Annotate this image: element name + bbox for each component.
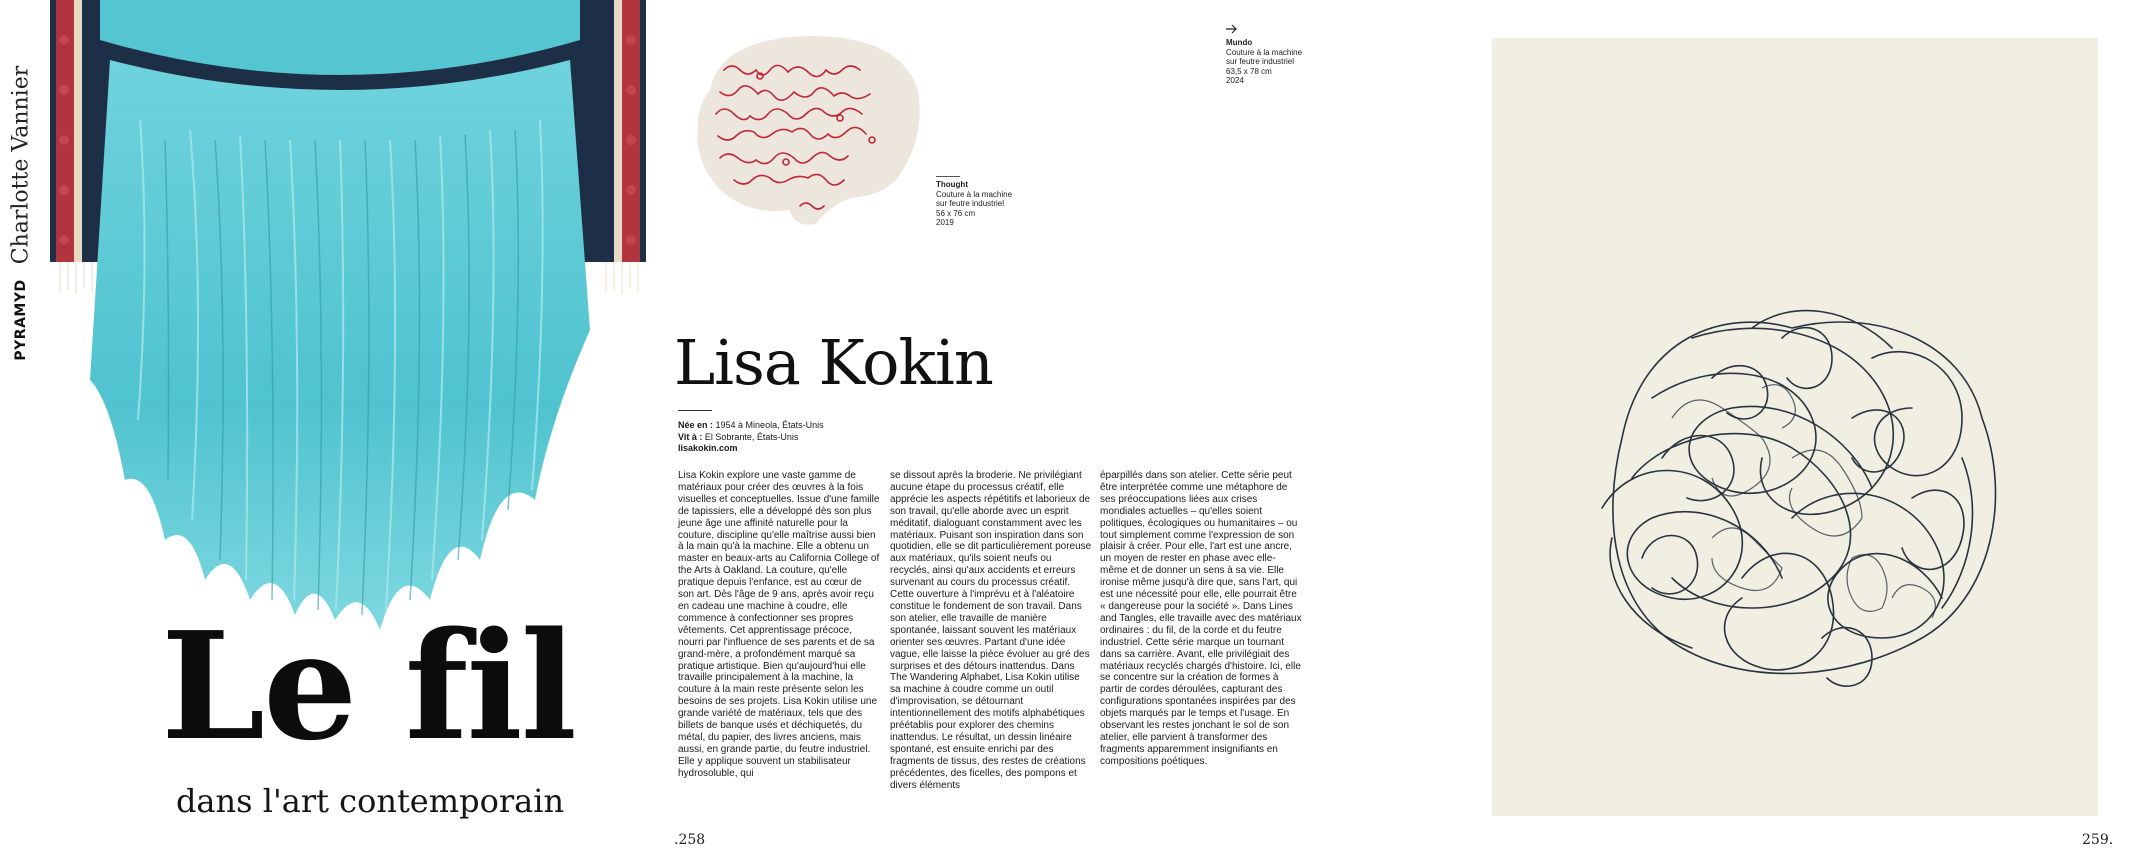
thought-artwork — [690, 30, 926, 230]
lives-line — [678, 432, 824, 444]
publisher-logo-text: PYRAMYD — [13, 279, 29, 361]
mundo-artwork — [1492, 38, 2098, 816]
thought-caption-rule — [936, 176, 960, 177]
mundo-medium-1: Couture à la machine — [1226, 47, 1303, 57]
born-label: Née en : — [678, 420, 714, 430]
born-value: 1954 à Mineola, États-Unis — [715, 420, 824, 430]
artist-bio — [678, 420, 824, 455]
mundo-caption — [1226, 38, 1302, 86]
mundo-dimensions: 63,5 x 78 cm — [1226, 66, 1272, 76]
mundo-year: 2024 — [1226, 76, 1244, 85]
author-name-text: Charlotte Vannier — [8, 65, 34, 265]
thought-dimensions: 56 x 76 cm — [936, 208, 976, 218]
website-link[interactable]: lisakokin.com — [678, 443, 738, 453]
text-column-3 — [1100, 470, 1302, 768]
text-column-1-body: Lisa Kokin explore une vaste gamme de matériaux pour créer des œuvres à la fois visuelles et conceptuelles. Issue d'une famille de tapissiers, elle a développé dès son plus jeune âge une affinité naturelle pour la couture, discipline qu'elle maîtrise aussi bien à la main qu'à la machine. Elle a obtenu un master en beaux-arts au California College of the Arts à Oakland. La couture, qu'elle pratique depuis l'enfance, est au cœur de son art. Dès l'âge de 9 ans, après avoir reçu en cadeau une machine à coudre, elle commence à confectionner ses propres vêtements. Cet apprentissage précoce, nourri par l'influence de ses parents et de sa grand-mère, a profondément marqué sa pratique artistique. Bien qu'aujourd'hui elle travaille principalement à la machine, la couture à la main reste présente selon les besoins de ses projets. Lisa Kokin utilise une grande variété de matériaux, tels que des billets de banque usés et déchiquetés, du métal, du papier, des livres anciens, mais aussi, en grande partie, du feutre industriel. Elle y applique souvent un stabilisateur hydrosoluble, qui — [678, 470, 880, 779]
text-column-1 — [678, 470, 880, 780]
text-column-2-body: se dissout après la broderie. Ne privilégiant aucune étape du processus créatif, elle apprécie les aspects répétitifs et laborieux de son travail, qu'elle aborde avec un esprit méditatif, dialoguant constamment avec les matériaux. Puisant son inspiration dans son quotidien, elle se dit particulièrement poreuse aux matériaux, qu'ils soient neufs ou recyclés, ainsi qu'aux accidents et erreurs survenant au cours du processus créatif. Cette ouverture à l'imprévu et à l'aléatoire constitue le fondement de son travail. Dans son atelier, elle travaille de manière spontanée, laissant souvent les matériaux orienter ses œuvres. Partant d'une idée vague, elle laisse la pièce évoluer au gré des surprises et des détours inattendus. Dans The Wandering Alphabet, Lisa Kokin utilise sa machine à coudre comme un outil d'improvisation, se détournant intentionnellement des motifs alphabétiques préétablis pour explorer des chemins inattendus. Le résultat, un dessin linéaire spontané, est ensuite enrichi par des fragments de tissus, des restes de créations précédentes, des ficelles, des pompons et divers éléments — [890, 470, 1092, 791]
fringe-artwork — [80, 0, 600, 640]
thought-year: 2019 — [936, 218, 954, 227]
mundo-medium-2: sur feutre industriel — [1226, 57, 1295, 66]
lives-value: El Sobrante, États-Unis — [704, 431, 799, 442]
thought-medium-1: Couture à la machine — [936, 189, 1013, 199]
thought-title: Thought — [936, 180, 968, 189]
arrow-right-icon — [1226, 24, 1238, 34]
book-subtitle: dans l'art contemporain — [175, 782, 565, 820]
artist-name: Lisa Kokin — [674, 326, 993, 399]
author-name — [6, 60, 36, 270]
lives-label: Vit à : — [678, 431, 703, 442]
thought-caption — [936, 180, 1012, 228]
text-column-2 — [890, 470, 1092, 791]
artist-rule — [678, 410, 712, 411]
book-title: Le fil — [161, 599, 575, 773]
text-column-3-body: éparpillés dans son atelier. Cette série peut être interprétée comme une métaphore de ses préoccupations liées aux crises mondiales actuelles – qu'elles soient politiques, écologiques ou humanitaires – ou tout simplement comme l'expression de son plaisir à créer. Pour elle, l'art est une ancre, un moyen de rester en phase avec elle-même et de donner un sens à sa vie. Elle ironise même jusqu'à dire que, sans l'art, qui est une nécessité pour elle, elle pourrait être « dangereuse pour la société ». Dans Lines and Tangles, elle travaille avec des matériaux ordinaires : du fil, de la corde et du feutre industriel. Cette série marque un tournant dans sa carrière. Avant, elle privilégiait des matériaux recyclés chargés d'histoire. Ici, elle se concentre sur la création de formes à partir de cordes déroulées, capturant des configurations spontanées inspirées par des objets marqués par le temps et l'usage. En observant les restes jonchant le sol de son atelier, elle parvient à transformer des fragments apparemment insignifiants en compositions poétiques. — [1100, 470, 1302, 767]
website-line — [678, 443, 824, 455]
page-number-right: 259. — [2082, 832, 2114, 848]
thought-medium-2: sur feutre industriel — [936, 199, 1005, 208]
born-line — [678, 420, 824, 432]
publisher-logo — [8, 280, 34, 360]
page-number-left: .258 — [674, 832, 706, 848]
mundo-title: Mundo — [1226, 38, 1253, 47]
